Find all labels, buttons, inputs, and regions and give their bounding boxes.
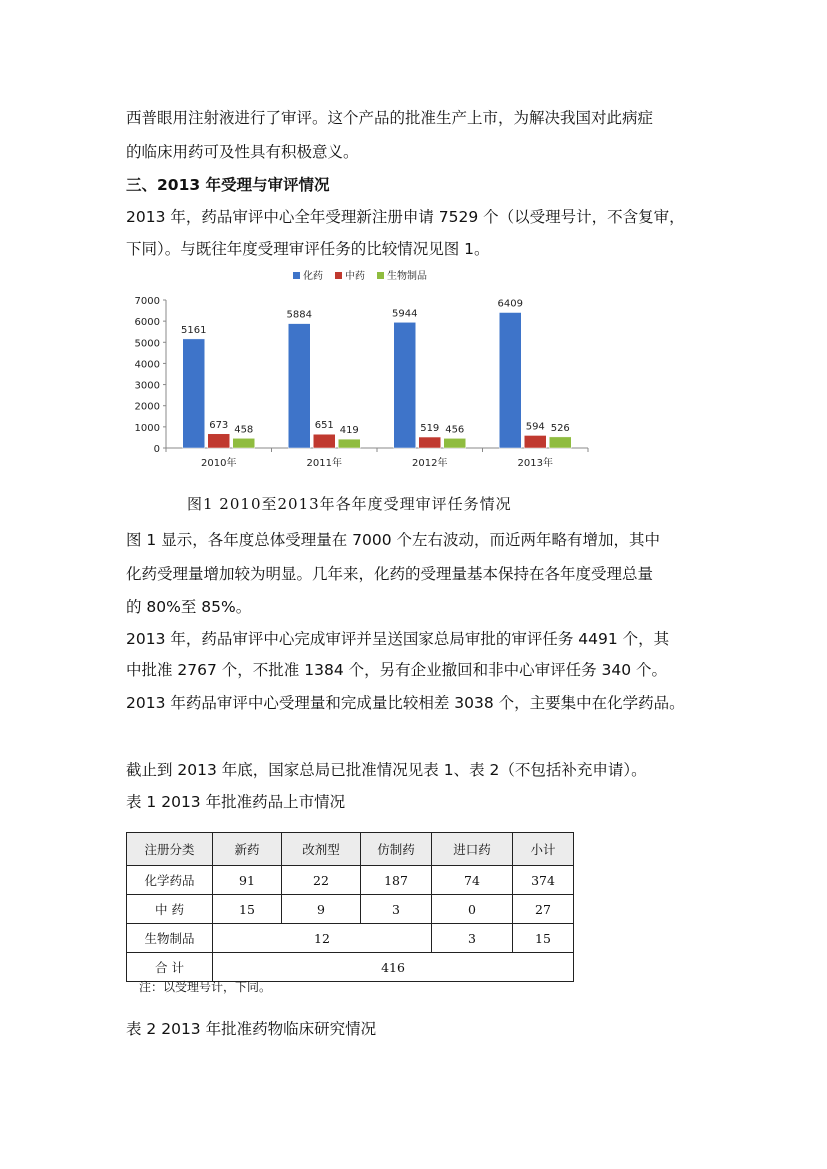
table-cell: 9 [282,895,361,924]
table-row [127,895,574,924]
bar [419,437,441,448]
paragraph-line: 2013 年，药品审评中心完成审评并呈送国家总局审批的审评任务 4491 个，其 [126,630,670,648]
table-header-row [127,833,574,866]
bar-chart [126,262,596,482]
bar [444,438,466,448]
bar [524,435,546,448]
data-label: 5161 [181,324,207,336]
table-cell: 15 [513,924,574,953]
data-label: 673 [209,419,229,431]
bar [313,434,335,448]
data-label: 526 [550,422,570,434]
table-title: 表 2 2013 年批准药物临床研究情况 [126,1020,377,1038]
x-tick-label: 2012年 [412,458,448,469]
table-cell: 3 [432,924,513,953]
paragraph-line: 2013 年，药品审评中心全年受理新注册申请 7529 个（以受理号计，不含复审， [126,208,685,226]
data-label: 519 [420,423,440,435]
paragraph-line: 截止到 2013 年底，国家总局已批准情况见表 1、表 2（不包括补充申请）。 [126,761,647,779]
table-cell: 中 药 [127,895,213,924]
legend-label: 生物制品 [387,271,427,282]
data-label: 594 [525,421,545,433]
figure-caption: 图1 2010至2013年各年度受理审评任务情况 [187,495,512,513]
paragraph-line: 的 80%至 85%。 [126,598,252,616]
data-label: 6409 [497,298,523,310]
data-label: 458 [234,424,254,436]
y-tick-label: 4000 [134,359,160,371]
paragraph-line: 图 1 显示，各年度总体受理量在 7000 个左右波动，而近两年略有增加，其中 [126,531,661,549]
table-note: 注：以受理号计，下同。 [139,980,272,994]
table-cell: 合 计 [127,953,213,982]
table-cell: 12 [213,924,432,953]
table-cell: 374 [513,866,574,895]
table-cell: 0 [432,895,513,924]
legend-label: 中药 [345,271,365,282]
table-header-cell: 仿制药 [361,833,432,866]
data-label: 456 [445,424,465,436]
paragraph-line: 西普眼用注射液进行了审评。这个产品的批准生产上市，为解决我国对此病症 [126,109,654,127]
paragraph-line: 下同）。与既往年度受理审评任务的比较情况见图 1。 [126,240,490,258]
x-tick-label: 2011年 [306,458,342,469]
y-tick-label: 7000 [134,296,160,307]
table-cell: 91 [213,866,282,895]
table-header-cell: 注册分类 [127,833,213,866]
bar [233,438,255,448]
bar [394,322,416,448]
x-tick-label: 2010年 [201,458,237,469]
table-title: 表 1 2013 年批准药品上市情况 [126,793,346,811]
legend-swatch [293,272,300,279]
bar [183,339,205,448]
table-cell: 416 [213,953,574,982]
table-cell: 27 [513,895,574,924]
legend-swatch [335,272,342,279]
table-header-cell: 改剂型 [282,833,361,866]
bar [549,437,571,448]
bar [499,312,521,448]
table-cell: 187 [361,866,432,895]
bar [288,324,310,448]
y-tick-label: 1000 [134,422,160,434]
table-row [127,866,574,895]
table-cell: 生物制品 [127,924,213,953]
paragraph-line: 2013 年药品审评中心受理量和完成量比较相差 3038 个，主要集中在化学药品。 [126,694,685,712]
data-label: 651 [314,420,334,432]
y-tick-label: 2000 [134,401,160,413]
table-header-cell: 小计 [513,833,574,866]
table-cell: 3 [361,895,432,924]
table-cell: 化学药品 [127,866,213,895]
data-label: 5884 [286,309,312,321]
paragraph-line: 的临床用药可及性具有积极意义。 [126,143,359,161]
section-heading: 三、2013 年受理与审评情况 [126,176,330,194]
data-label: 419 [339,425,359,437]
y-tick-label: 6000 [134,317,160,329]
legend-swatch [377,272,384,279]
data-label: 5944 [392,308,418,320]
table-cell: 15 [213,895,282,924]
bar [208,434,230,448]
y-tick-label: 5000 [134,338,160,350]
approval-table [126,832,574,982]
table-row [127,924,574,953]
paragraph-line: 化药受理量增加较为明显。几年来，化药的受理量基本保持在各年度受理总量 [126,565,654,583]
table-cell: 22 [282,866,361,895]
table-header-cell: 新药 [213,833,282,866]
bar [338,439,360,448]
table-cell: 74 [432,866,513,895]
table-header-cell: 进口药 [432,833,513,866]
y-tick-label: 0 [153,444,160,455]
x-tick-label: 2013年 [517,458,553,469]
y-tick-label: 3000 [134,380,160,392]
paragraph-line: 中批准 2767 个，不批准 1384 个，另有企业撤回和非中心审评任务 340 个。 [126,661,668,679]
legend-label: 化药 [303,271,323,282]
